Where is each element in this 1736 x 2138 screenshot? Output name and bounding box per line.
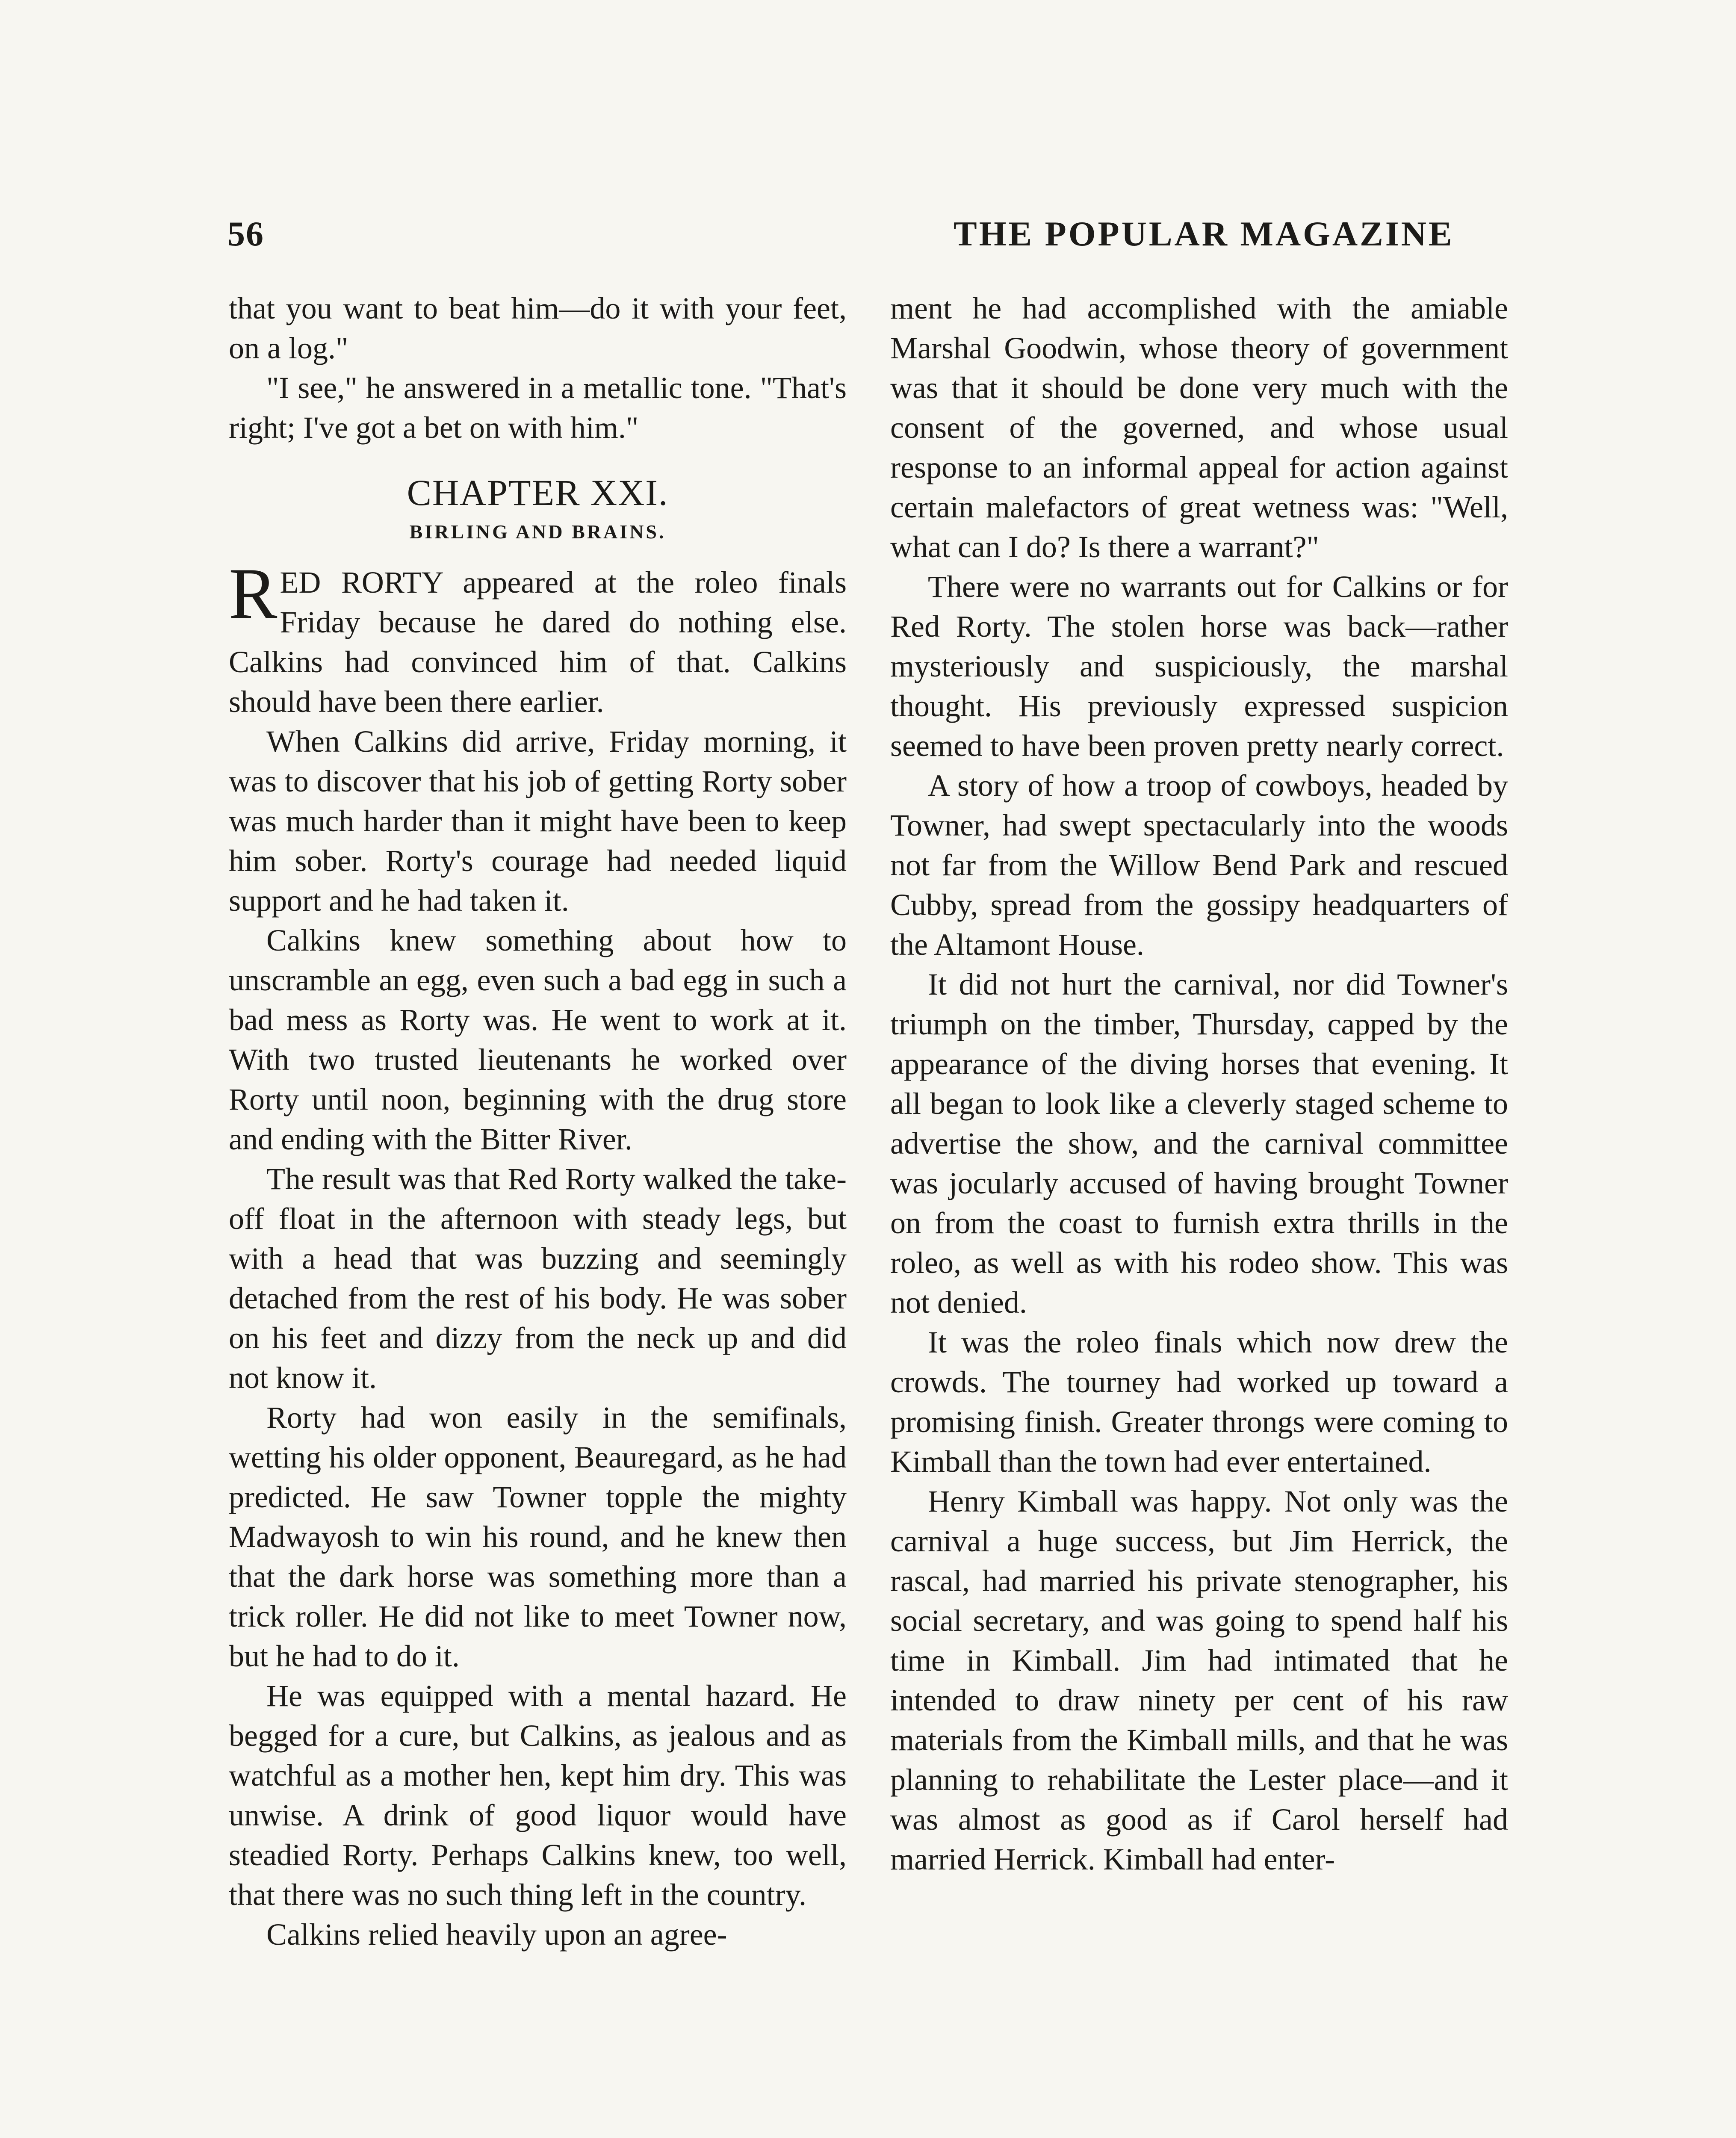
paragraph: It did not hurt the carnival, nor did Towner's triumph on the timber, Thursday, capped by the appearance of the diving horses that evening. It all began to look like a cleverly staged scheme to advertise the show, and the carnival committee was jocularly accused of having brought Towner on from the coast to furnish extra thrills in the roleo, as well as with his rodeo show. This was not denied. xyxy=(890,967,1508,1320)
running-head: THE POPULAR MAGAZINE xyxy=(954,214,1454,253)
paragraph: He was equipped with a mental hazard. He begged for a cure, but Calkins, as jealous and as watchful as a mother hen, kept him dry. This was unwise. A drink of good liquor would have steadied Rorty. Perhaps Calkins knew, too well, that there was no such thing left in the country. xyxy=(229,1679,847,1912)
paragraph: The result was that Red Rorty walked the take-off float in the afternoon with steady legs, but with a head that was buzzing and seemingly detached from the rest of his body. He was sober on his feet and dizzy from the neck up and did not know it. xyxy=(229,1162,847,1395)
paragraph: It was the roleo finals which now drew the crowds. The tourney had worked up toward a promising finish. Greater throngs were coming to Kimball than the town had ever entertained. xyxy=(890,1325,1508,1479)
paragraph: When Calkins did arrive, Friday morning, it was to discover that his job of getting Rorty sober was much harder than it might have been to keep him sober. Rorty's courage had needed liquid support and he had taken it. xyxy=(229,724,847,918)
paragraph: ment he had accomplished with the amiable Marshal Goodwin, whose theory of government was that it should be done very much with the consent of the governed, and whose usual response to an informal appeal for action against certain malefactors of great wetness was: "Well, what can I do? Is there a warrant?" xyxy=(890,291,1508,564)
drop-cap: R xyxy=(229,553,278,634)
paragraph: Rorty had won easily in the semifinals, wetting his older opponent, Beauregard, as he had predicted. He saw Towner topple the mighty Madwayosh to win his round, and he knew then that the dark horse was something more than a trick roller. He did not like to meet Towner now, but he had to do it. xyxy=(229,1400,847,1673)
paragraph: A story of how a troop of cowboys, headed by Towner, had swept spectacularly into the woods not far from the Willow Bend Park and rescued Cubby, spread from the gossipy headquarters of the Altamont House. xyxy=(890,768,1508,962)
chapter-title: CHAPTER XXI. xyxy=(407,472,669,513)
paragraph: Henry Kimball was happy. Not only was the carnival a huge success, but Jim Herrick, the rascal, had married his private stenographer, his social secretary, and was going to spend half his time in Kimball. Jim had intimated that he intended to draw ninety per cent of his raw materials from the Kimball mills, and that he was planning to rehabilitate the Lester place—and it was almost as good as if Carol herself had married Herrick. Kimball had enter- xyxy=(890,1484,1508,1876)
paragraph-text: ED RORTY appeared at the roleo finals Friday because he dared do nothing else. Calkins had convinced him of that. Calkins should have been there earlier. xyxy=(229,565,847,719)
paragraph: that you want to beat him—do it with your feet, on a log." xyxy=(229,291,847,365)
chapter-opening-paragraph xyxy=(229,553,847,722)
page-number: 56 xyxy=(227,214,264,253)
paragraph: Calkins knew something about how to unscramble an egg, even such a bad egg in such a bad mess as Rorty was. He went to work at it. With two trusted lieutenants he worked over Rorty until noon, beginning with the drug store and ending with the Bitter River. xyxy=(229,923,847,1156)
left-column xyxy=(229,289,847,1955)
chapter-subtitle: BIRLING AND BRAINS. xyxy=(409,521,666,543)
paragraph: There were no warrants out for Calkins or for Red Rorty. The stolen horse was back—rather mysteriously and suspiciously, the marshal thought. His previously expressed suspicion seemed to have been proven pretty nearly correct. xyxy=(890,570,1508,763)
paragraph: Calkins relied heavily upon an agree- xyxy=(266,1917,727,1952)
right-column xyxy=(890,289,1508,1879)
paragraph: "I see," he answered in a metallic tone. "That's right; I've got a bet on with him." xyxy=(229,371,847,445)
